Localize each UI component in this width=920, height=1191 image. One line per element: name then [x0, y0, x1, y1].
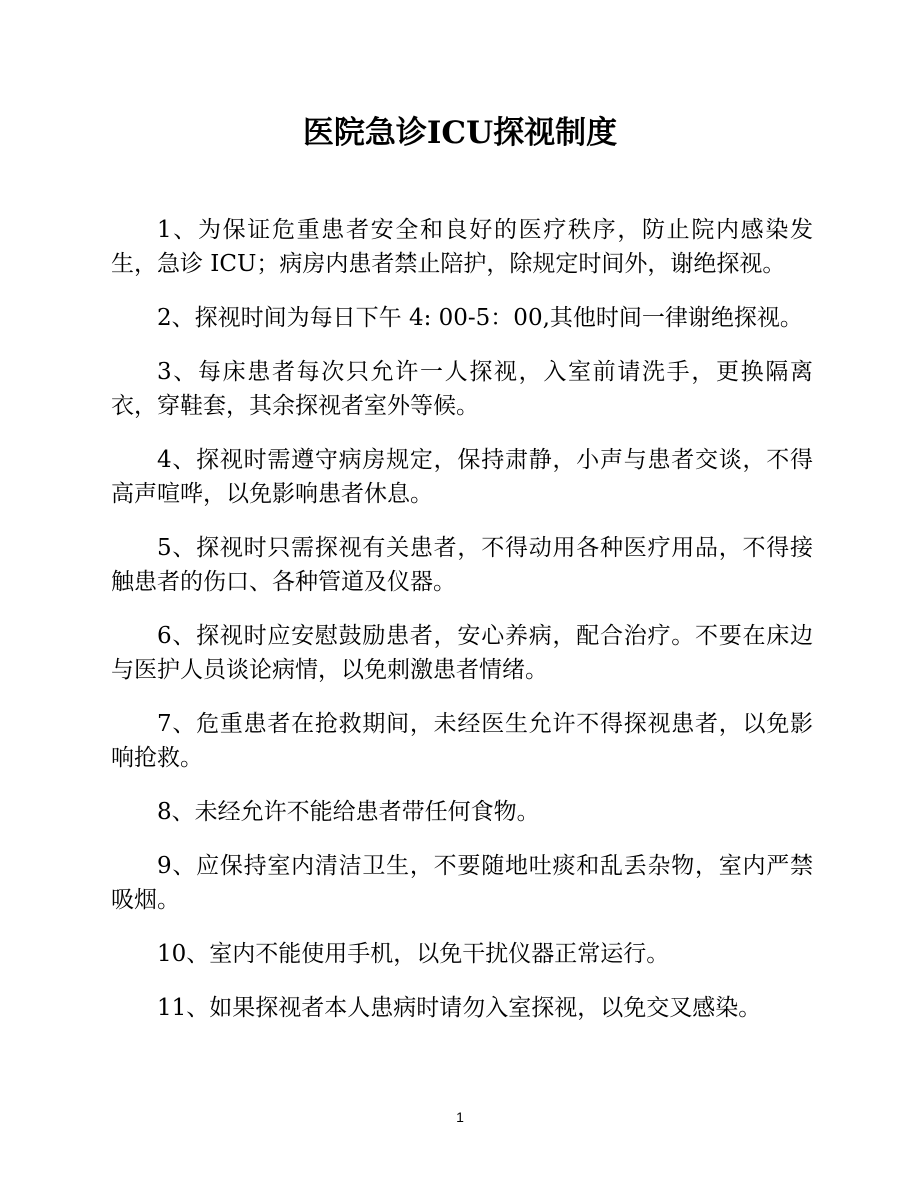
rule-paragraph-2: 2、探视时间为每日下午 4: 00-5：00,其他时间一律谢绝探视。: [157, 305, 803, 331]
rule-paragraph-10: 10、室内不能使用手机，以免干扰仪器正常运行。: [157, 941, 670, 967]
rule-paragraph-5: 5、探视时只需探视有关患者，不得动用各种医疗用品，不得接触患者的伤口、各种管道及仪器。: [111, 535, 813, 595]
document-body: [111, 213, 813, 1045]
rule-paragraph-9: 9、应保持室内清洁卫生，不要随地吐痰和乱丢杂物，室内严禁吸烟。: [111, 853, 813, 913]
page-number: 1: [456, 1109, 464, 1125]
rule-paragraph-3: 3、每床患者每次只允许一人探视，入室前请洗手，更换隔离衣，穿鞋套，其余探视者室外等候。: [111, 359, 813, 419]
rule-paragraph-8: 8、未经允许不能给患者带任何食物。: [157, 799, 540, 825]
rule-paragraph-6: 6、探视时应安慰鼓励患者，安心养病，配合治疗。不要在床边与医护人员谈论病情，以免刺激患者情绪。: [111, 623, 813, 683]
rule-paragraph-4: 4、探视时需遵守病房规定，保持肃静，小声与患者交谈，不得高声喧哗，以免影响患者休息。: [111, 447, 813, 507]
rule-paragraph-11: 11、如果探视者本人患病时请勿入室探视，以免交叉感染。: [157, 995, 762, 1021]
rule-paragraph-7: 7、危重患者在抢救期间，未经医生允许不得探视患者，以免影响抢救。: [111, 711, 813, 771]
rule-paragraph-1: 1、为保证危重患者安全和良好的医疗秩序，防止院内感染发生，急诊 ICU；病房内患者禁止陪护，除规定时间外，谢绝探视。: [111, 217, 813, 277]
document-title: 医院急诊ICU探视制度: [302, 115, 618, 151]
